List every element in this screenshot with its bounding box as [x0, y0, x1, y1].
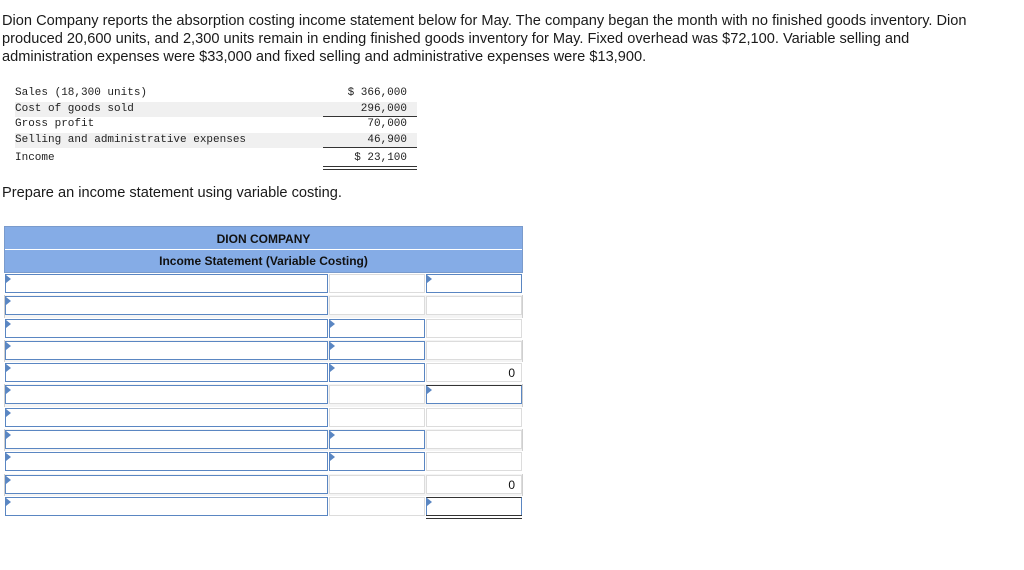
- account-dropdown[interactable]: [5, 341, 328, 360]
- account-dropdown[interactable]: [5, 408, 328, 427]
- amount-input[interactable]: [426, 274, 522, 293]
- given-row-gross-profit: [15, 117, 417, 133]
- given-label: Sales (18,300 units): [15, 87, 148, 99]
- amount-cell: [329, 408, 425, 427]
- amount-cell: [426, 408, 522, 427]
- account-dropdown[interactable]: [5, 274, 328, 293]
- amount-cell: [426, 319, 522, 338]
- amount-cell: [329, 274, 425, 293]
- amount-cell: [329, 385, 425, 404]
- amount-input[interactable]: [329, 363, 425, 382]
- table-row: [4, 318, 523, 340]
- given-row-sga: [15, 133, 417, 149]
- amount-cell: [329, 497, 425, 516]
- statement-title: Income Statement (Variable Costing): [159, 254, 368, 268]
- problem-text: Dion Company reports the absorption costing income statement below for May. The company began the month with no finished goods inventory. Dion produced 20,600 units, and 2,300 units remain in ending finished goods inventory for May. Fixed overhead was $72,100. Variable selling and administration expenses were $33,000 and fixed selling and administrative expenses were $13,900.: [2, 13, 967, 65]
- table-row: [4, 295, 523, 317]
- table-row: [4, 362, 523, 384]
- given-label: Income: [15, 152, 55, 164]
- table-row: [4, 407, 523, 429]
- given-value: 70,000: [367, 118, 407, 130]
- table-row: [4, 496, 523, 518]
- table-row: [4, 451, 523, 473]
- computed-total-cell: [426, 475, 522, 494]
- computed-total: 0: [508, 477, 515, 492]
- table-row: [4, 384, 523, 406]
- account-dropdown[interactable]: [5, 319, 328, 338]
- computed-total: 0: [508, 366, 515, 381]
- amount-input[interactable]: [426, 385, 522, 404]
- given-value: 46,900: [367, 133, 407, 146]
- net-income-input[interactable]: [426, 497, 522, 516]
- account-dropdown[interactable]: [5, 363, 328, 382]
- table-row: [4, 474, 523, 496]
- amount-cell: [329, 296, 425, 315]
- account-dropdown[interactable]: [5, 430, 328, 449]
- computed-total-cell: [426, 363, 522, 382]
- amount-input[interactable]: [329, 341, 425, 360]
- given-label: Selling and administrative expenses: [15, 133, 247, 146]
- account-dropdown[interactable]: [5, 497, 328, 516]
- given-row-income: [15, 151, 417, 167]
- given-label: Gross profit: [15, 118, 95, 130]
- amount-cell: [426, 452, 522, 471]
- instruction-text: Prepare an income statement using variable costing.: [2, 185, 342, 201]
- account-dropdown[interactable]: [5, 296, 328, 315]
- given-row-sales: [15, 86, 417, 102]
- given-value: $ 23,100: [354, 152, 407, 164]
- table-row: [4, 273, 523, 295]
- variable-costing-worksheet: [4, 226, 523, 518]
- table-row: [4, 429, 523, 451]
- given-value: 296,000: [360, 102, 407, 115]
- amount-input[interactable]: [329, 319, 425, 338]
- account-dropdown[interactable]: [5, 385, 328, 404]
- absorption-income-statement: [15, 86, 417, 167]
- given-label: Cost of goods sold: [15, 102, 134, 115]
- amount-cell: [329, 475, 425, 494]
- amount-input[interactable]: [329, 452, 425, 471]
- given-value: $ 366,000: [347, 87, 407, 99]
- table-row: [4, 340, 523, 362]
- account-dropdown[interactable]: [5, 475, 328, 494]
- amount-input[interactable]: [329, 430, 425, 449]
- amount-cell: [426, 296, 522, 315]
- amount-cell: [426, 341, 522, 360]
- amount-cell: [426, 430, 522, 449]
- worksheet-header: [4, 226, 523, 273]
- account-dropdown[interactable]: [5, 452, 328, 471]
- company-name: DION COMPANY: [5, 227, 522, 250]
- given-row-cogs: [15, 102, 417, 118]
